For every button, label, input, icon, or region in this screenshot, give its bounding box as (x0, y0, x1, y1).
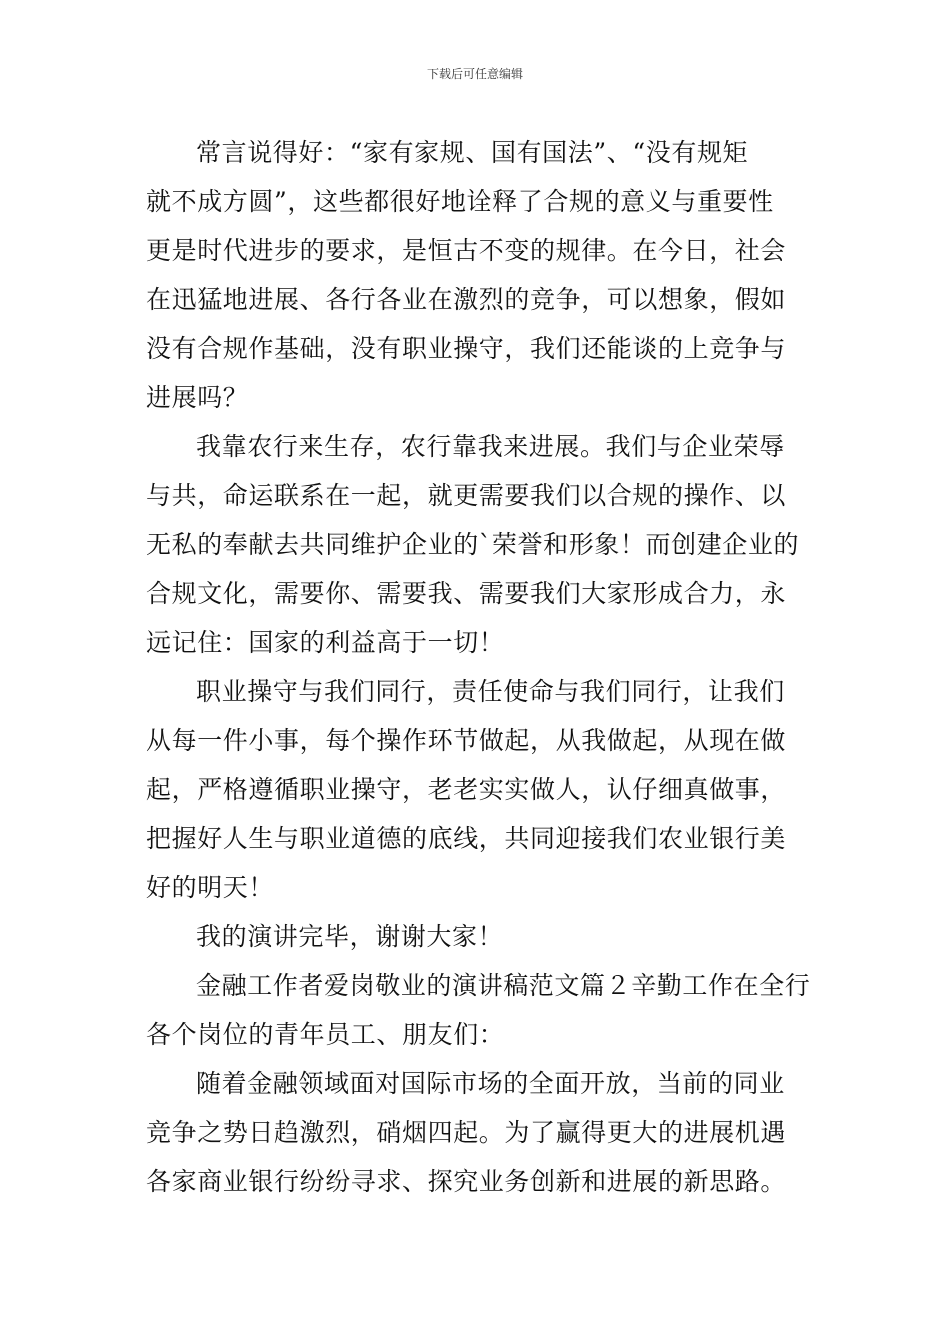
paragraph-2-line-2: 与共，命运联系在一起，就更需要我们以合规的操作、以 (146, 481, 787, 510)
paragraph-3-line-1: 职业操守与我们同行，责任使命与我们同行，让我们 (196, 677, 785, 706)
paragraph-1-line-6: 进展吗？ (146, 383, 249, 412)
paragraph-1-line-1: 常言说得好：“家有家规、国有国法”、“没有规矩 (196, 138, 749, 167)
paragraph-5-line-1: 金融工作者爱岗敬业的演讲稿范文篇２辛勤工作在全行 (196, 971, 811, 1000)
page-header: 下载后可任意编辑 (426, 67, 523, 81)
paragraph-1-line-5: 没有合规作基础，没有职业操守，我们还能谈的上竞争与 (146, 334, 787, 363)
paragraph-6-line-2: 竞争之势日趋激烈，硝烟四起。为了赢得更大的进展机遇 (146, 1118, 787, 1147)
paragraph-1-line-3: 更是时代进步的要求，是恒古不变的规律。在今日，社会 (146, 236, 787, 265)
paragraph-3-line-4: 把握好人生与职业道德的底线，共同迎接我们农业银行美 (146, 824, 787, 853)
paragraph-4-line-1: 我的演讲完毕，谢谢大家！ (196, 922, 504, 951)
paragraph-5-line-2: 各个岗位的青年员工、朋友们： (146, 1020, 505, 1049)
paragraph-2-line-5: 远记住：国家的利益高于一切！ (146, 628, 505, 657)
paragraph-3-line-2: 从每一件小事，每个操作环节做起，从我做起，从现在做 (146, 726, 787, 755)
paragraph-6-line-3: 各家商业银行纷纷寻求、探究业务创新和进展的新思路。 (146, 1167, 787, 1196)
paragraph-3-line-3: 起，严格遵循职业操守，老老实实做人，认仔细真做事， (146, 775, 787, 804)
paragraph-2-line-1: 我靠农行来生存，农行靠我来进展。我们与企业荣辱 (196, 432, 785, 461)
paragraph-3-line-5: 好的明天！ (146, 873, 275, 902)
paragraph-2-line-3: 无私的奉献去共同维护企业的`荣誉和形象！而创建企业的 (146, 530, 800, 559)
document-body (146, 128, 816, 1206)
paragraph-1-line-4: 在迅猛地进展、各行各业在激烈的竞争，可以想象，假如 (146, 285, 787, 314)
paragraph-6-line-1: 随着金融领域面对国际市场的全面开放，当前的同业 (196, 1069, 785, 1098)
paragraph-1-line-2: 就不成方圆”，这些都很好地诠释了合规的意义与重要性 (146, 187, 774, 216)
paragraph-2-line-4: 合规文化，需要你、需要我、需要我们大家形成合力，永 (146, 579, 787, 608)
